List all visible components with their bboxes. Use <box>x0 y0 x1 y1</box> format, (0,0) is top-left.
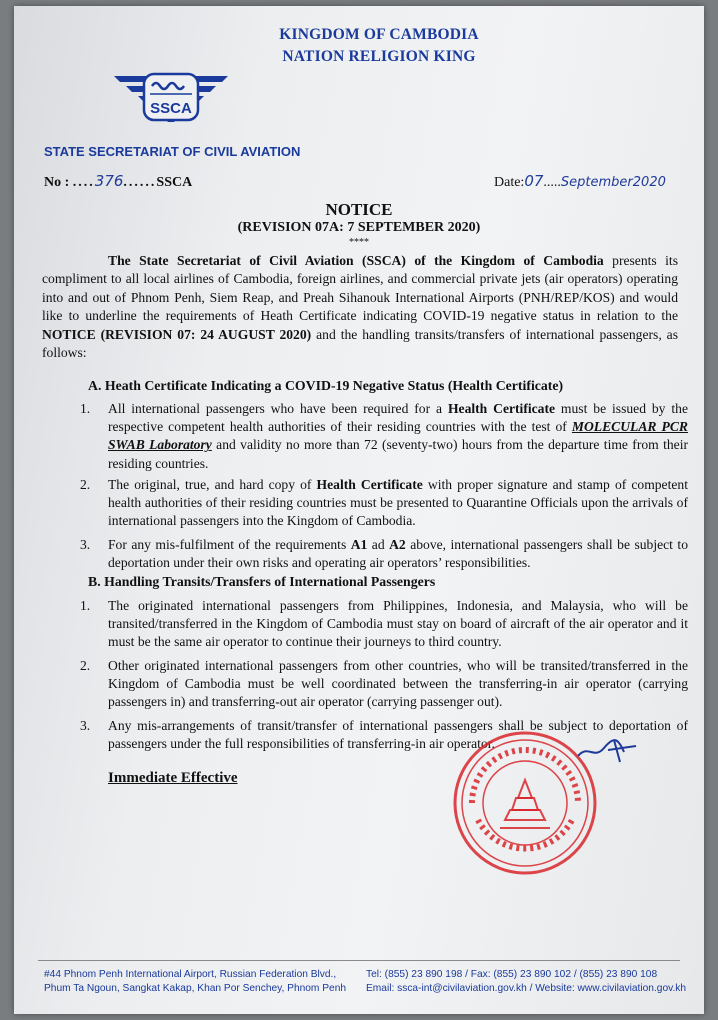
section-a-item-1: 1. All international passengers who have been required for a Health Certificate must be issued by the respective competent health authorities of their residing countries with the test of MOLECULAR PCR SWAB Laboratory and validity no more than 72 (seventy-two) hours from the departure time from their residing countries. <box>80 401 688 471</box>
section-a-item-3: 3. For any mis-fulfilment of the requirements A1 ad A2 above, international passengers shall be subject to deportation under their own risks and operating air operators’ responsibilities. <box>80 537 688 571</box>
section-b-item-1: 1. The originated international passengers from Philippines, Indonesia, and Malaysia, who will be transited/transferred in the Kingdom of Cambodia must stay on board of aircraft of the air operator and it must be the same air operator to continue their journeys to third country. <box>80 598 688 650</box>
intro-paragraph: The State Secretariat of Civil Aviation (SSCA) of the Kingdom of Cambodia presents its compliment to all local airlines of Cambodia, foreign airlines, and commercial private jets (air operators) operating into and out of Phnom Penh, Siem Reap, and Preah Sihanouk International Airports (PNH/REP/KOS) and would like to underline the requirements of Heath Certificate indicating COVID-19 negative status in relation to the NOTICE (REVISION 07: 24 AUGUST 2020) and the handling transits/transfers of international passengers, as follows: <box>42 253 678 361</box>
footer-contact: Tel: (855) 23 890 198 / Fax: (855) 23 890 102 / (855) 23 890 108 Email: ssca-int@civilaviation.gov.kh / Website: www.civilaviation.gov.kh <box>366 969 687 994</box>
kingdom-heading: KINGDOM OF CAMBODIA <box>279 26 479 43</box>
notice-separator: **** <box>349 237 369 248</box>
footer-address: #44 Phnom Penh International Airport, Russian Federation Blvd., Phum Ta Ngoun, Sangkat Kakap, Khan Por Senchey, Phnom Penh <box>44 969 347 994</box>
footer-divider <box>38 960 680 961</box>
organization-name: STATE SECRETARIAT OF CIVIL AVIATION <box>44 144 301 159</box>
document-page <box>14 6 704 1014</box>
closing-statement: Immediate Effective <box>108 770 238 786</box>
section-b-item-3: 3. Any mis-arrangements of transit/transfer of international passengers shall be subject to deportation of passengers under the full responsibilities of transferring-in air operator. <box>80 718 688 752</box>
section-a-heading: A. Heath Certificate Indicating a COVID-19 Negative Status (Health Certificate) <box>88 378 564 393</box>
ssca-logo <box>106 66 236 144</box>
notice-title: NOTICE <box>325 200 393 219</box>
logo-text: SSCA <box>150 100 192 117</box>
document-date: Date:07.....September2020 <box>494 172 666 190</box>
section-b-item-2: 2. Other originated international passengers from other countries, who will be transited/transferred in the Kingdom of Cambodia must be well coordinated between the transferring-in air operator (carrying passengers in) and transferring-out air operator (carrying passenger out). <box>80 658 688 710</box>
section-b-heading: B. Handling Transits/Transfers of International Passengers <box>88 574 436 589</box>
signature <box>574 734 644 764</box>
section-a-item-2: 2. The original, true, and hard copy of Health Certificate with proper signature and stamp of competent health authorities of their residing countries must be presented to Quarantine Officials upon the arrivals of international passengers into the Kingdom of Cambodia. <box>80 477 688 529</box>
motto-heading: NATION RELIGION KING <box>282 48 476 65</box>
notice-revision: (REVISION 07A: 7 SEPTEMBER 2020) <box>237 220 481 235</box>
reference-number: No : ....376......SSCA <box>44 172 193 190</box>
